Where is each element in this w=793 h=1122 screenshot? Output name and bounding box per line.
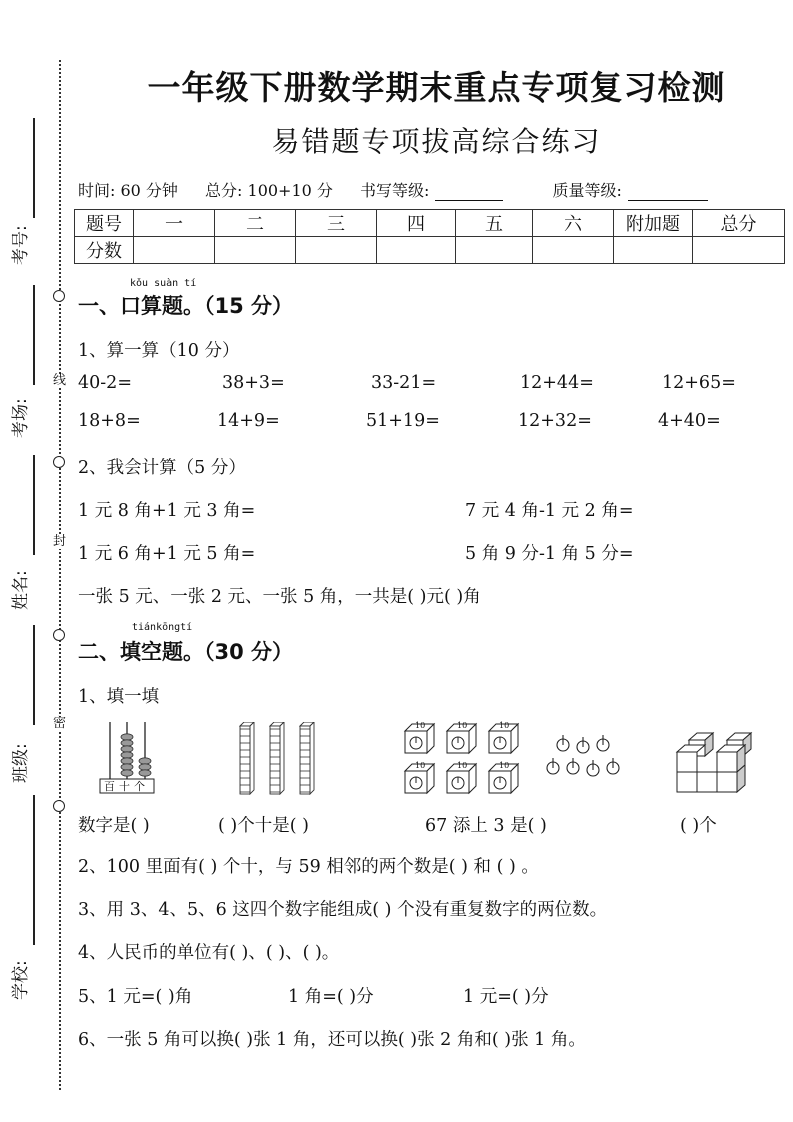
arith-item: 12+32= (518, 411, 592, 431)
exam-room-label: 考场: (11, 398, 31, 438)
name-label: 姓名: (11, 570, 31, 610)
pack-label: 10 (457, 721, 468, 730)
score-row-label: 分数 (75, 237, 134, 264)
abacus-label-ones: 个 (134, 780, 149, 793)
binding-ring (53, 456, 65, 468)
score-cell[interactable] (377, 237, 456, 264)
binding-dotted-line (59, 60, 61, 1090)
fill-answer-abacus: 数字是( ) (78, 816, 150, 836)
score-cell[interactable] (614, 237, 693, 264)
header-cell: 二 (215, 210, 296, 237)
abacus-place-labels (104, 778, 149, 794)
arith-item: 51+19= (366, 411, 440, 431)
time-limit: 时间: 60 分钟 (78, 181, 178, 200)
school-blank[interactable] (33, 795, 35, 945)
exam-number-blank[interactable] (33, 118, 35, 218)
fill-q5-part2: 1 角=( )分 (288, 987, 374, 1007)
seal-char-mi: 密 (53, 716, 67, 731)
arith-item: 40-2= (78, 373, 132, 393)
fill-q5-part3: 1 元=( )分 (463, 987, 549, 1007)
quality-grade-label: 质量等级: (552, 181, 622, 200)
fill-q5-part1: 5、1 元=( )角 (78, 987, 193, 1007)
money-item: 7 元 4 角-1 元 2 角= (465, 501, 634, 521)
total-score: 总分: 100+10 分 (205, 181, 333, 200)
fill-q1-title: 1、填一填 (78, 687, 160, 707)
money-total-question: 一张 5 元、一张 2 元、一张 5 角，一共是( )元( )角 (78, 587, 481, 607)
header-cell: 四 (377, 210, 456, 237)
abacus-label-tens: 十 (119, 780, 134, 793)
quality-grade-field[interactable] (553, 181, 730, 200)
exam-room-blank[interactable] (33, 285, 35, 385)
arith-item: 12+44= (520, 373, 594, 393)
page-subtitle: 易错题专项拔高综合练习 (271, 125, 602, 158)
exam-number-label: 考号: (11, 225, 31, 265)
header-cell: 五 (456, 210, 533, 237)
q1-title: 1、算一算（10 分） (78, 341, 240, 361)
arith-item: 18+8= (78, 411, 141, 431)
writing-grade-field[interactable] (360, 181, 525, 200)
exam-info-row (78, 178, 752, 201)
fill-q2: 2、100 里面有( ) 个十，与 59 相邻的两个数是( ) 和 ( ) 。 (78, 857, 539, 877)
fill-answer-add: 67 添上 3 是( ) (425, 816, 547, 836)
fill-answer-cubes: ( )个 (680, 816, 717, 836)
pack-label: 10 (457, 761, 468, 770)
single-items-figure (543, 730, 623, 780)
fill-q4: 4、人民币的单位有( )、( )、( )。 (78, 943, 340, 963)
binding-ring (53, 629, 65, 641)
abacus-label-hundreds: 百 (104, 780, 119, 793)
score-cell[interactable] (215, 237, 296, 264)
pack-label: 10 (415, 721, 426, 730)
arith-item: 12+65= (662, 373, 736, 393)
fill-q6: 6、一张 5 角可以换( )张 1 角，还可以换( )张 2 角和( )张 1 角。 (78, 1030, 586, 1050)
arith-item: 4+40= (658, 411, 721, 431)
score-table-header-row (75, 210, 785, 237)
score-cell[interactable] (296, 237, 377, 264)
header-cell: 总分 (693, 210, 785, 237)
ten-packs-figure (403, 722, 531, 798)
pack-label: 10 (499, 721, 510, 730)
money-item: 1 元 8 角+1 元 3 角= (78, 501, 256, 521)
pack-label: 10 (415, 761, 426, 770)
fill-answer-rods: ( )个十是( ) (218, 816, 309, 836)
section1-pinyin: kǒu suàn tí (130, 278, 197, 289)
section2-pinyin: tiánkōngtí (132, 622, 193, 633)
writing-grade-label: 书写等级: (360, 181, 430, 200)
arith-item: 38+3= (222, 373, 285, 393)
writing-grade-blank[interactable] (435, 184, 503, 201)
score-cell[interactable] (693, 237, 785, 264)
money-item: 1 元 6 角+1 元 5 角= (78, 544, 256, 564)
pack-label: 10 (499, 761, 510, 770)
binding-ring (53, 290, 65, 302)
seal-char-feng: 封 (53, 534, 67, 549)
stacked-cubes-figure (675, 730, 760, 798)
score-table-score-row (75, 237, 785, 264)
score-cell[interactable] (134, 237, 215, 264)
section2-heading: 二、填空题。（30 分） (78, 640, 294, 664)
name-blank[interactable] (33, 455, 35, 555)
section1-heading: 一、口算题。（15 分） (78, 294, 294, 318)
ten-rods-figure (238, 722, 324, 796)
header-cell: 三 (296, 210, 377, 237)
class-blank[interactable] (33, 625, 35, 725)
arith-item: 14+9= (217, 411, 280, 431)
header-cell: 一 (134, 210, 215, 237)
header-cell: 附加题 (614, 210, 693, 237)
binding-ring (53, 800, 65, 812)
score-table (74, 209, 785, 264)
q2-title: 2、我会计算（5 分） (78, 458, 246, 478)
header-cell: 六 (533, 210, 614, 237)
seal-char-xian: 线 (53, 373, 67, 388)
class-label: 班级: (11, 743, 31, 783)
quality-grade-blank[interactable] (628, 184, 708, 201)
arith-item: 33-21= (371, 373, 437, 393)
fill-q3: 3、用 3、4、5、6 这四个数字能组成( ) 个没有重复数字的两位数。 (78, 900, 608, 920)
page-title: 一年级下册数学期末重点专项复习检测 (147, 68, 726, 107)
school-label: 学校: (11, 960, 31, 1000)
score-cell[interactable] (456, 237, 533, 264)
header-cell: 题号 (75, 210, 134, 237)
money-item: 5 角 9 分-1 角 5 分= (465, 544, 634, 564)
score-cell[interactable] (533, 237, 614, 264)
